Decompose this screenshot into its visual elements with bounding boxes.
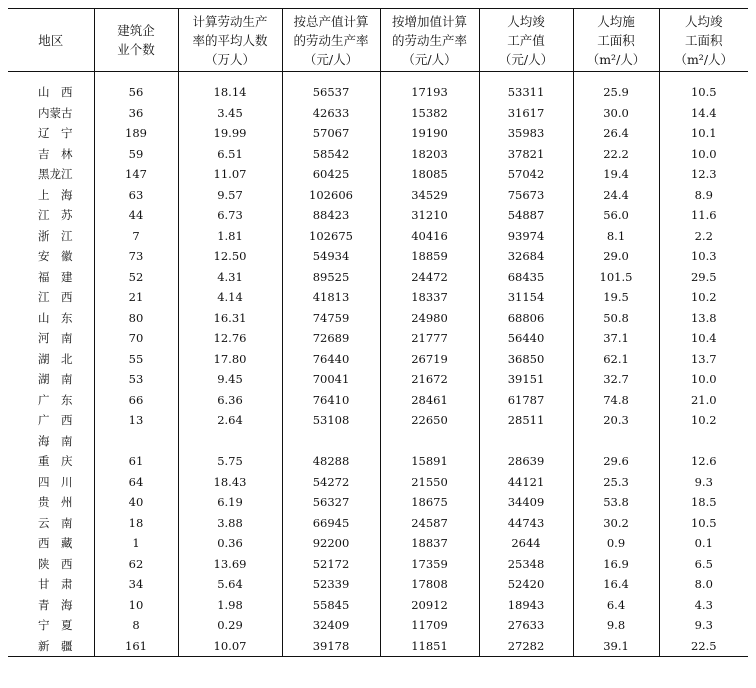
- region-cell: 黑龙江: [38, 167, 73, 182]
- statistics-table-container: [8, 8, 748, 657]
- productivity-added-cell: 24472: [380, 267, 479, 288]
- enterprise-count-cell: 55: [94, 349, 178, 370]
- construction-area-cell: 19.4: [573, 164, 659, 185]
- productivity-added-cell: 24587: [380, 513, 479, 534]
- productivity-gross-cell: 72689: [282, 328, 380, 349]
- header-line: （元/人）: [402, 51, 457, 67]
- output-per-capita-cell: 68435: [479, 267, 573, 288]
- avg-workers-cell: 6.19: [178, 492, 282, 513]
- region-cell: 安 徽: [38, 249, 73, 264]
- output-per-capita-cell: [479, 431, 573, 452]
- enterprise-count-cell: 62: [94, 554, 178, 575]
- enterprise-count-cell: 36: [94, 103, 178, 124]
- productivity-added-cell: 21777: [380, 328, 479, 349]
- region-cell: 浙 江: [38, 228, 73, 243]
- enterprise-count-cell: 44: [94, 205, 178, 226]
- header-construction-area-per-capita: [573, 9, 659, 72]
- table-row: [8, 164, 748, 185]
- avg-workers-cell: 0.36: [178, 533, 282, 554]
- region-cell: 内蒙古: [38, 105, 73, 120]
- header-line: 业个数: [117, 42, 155, 57]
- header-line: 人均竣: [507, 13, 545, 29]
- header-line: 工产值: [507, 32, 545, 48]
- table-row: [8, 431, 748, 452]
- construction-area-cell: 8.1: [573, 226, 659, 247]
- productivity-added-cell: 21672: [380, 369, 479, 390]
- enterprise-count-cell: 10: [94, 595, 178, 616]
- avg-workers-cell: 10.07: [178, 636, 282, 657]
- productivity-gross-cell: 52172: [282, 554, 380, 575]
- construction-area-cell: 30.2: [573, 513, 659, 534]
- completed-area-cell: 10.2: [659, 410, 748, 431]
- table-row: [8, 267, 748, 288]
- output-per-capita-cell: 27282: [479, 636, 573, 657]
- table-row: [8, 472, 748, 493]
- region-cell: 西 藏: [38, 536, 73, 551]
- productivity-added-cell: 18203: [380, 144, 479, 165]
- table-header: [8, 9, 748, 72]
- productivity-added-cell: 18337: [380, 287, 479, 308]
- table-row: [8, 72, 748, 103]
- productivity-added-cell: 40416: [380, 226, 479, 247]
- region-cell: 山 东: [38, 310, 73, 325]
- header-line: （元/人）: [303, 51, 359, 67]
- enterprise-count-cell: 7: [94, 226, 178, 247]
- avg-workers-cell: 0.29: [178, 615, 282, 636]
- construction-area-cell: 37.1: [573, 328, 659, 349]
- output-per-capita-cell: 52420: [479, 574, 573, 595]
- table-row: [8, 287, 748, 308]
- enterprise-count-cell: 18: [94, 513, 178, 534]
- output-per-capita-cell: 28511: [479, 410, 573, 431]
- avg-workers-cell: 2.64: [178, 410, 282, 431]
- region-cell: 四 川: [38, 474, 73, 489]
- header-line: 工面积: [684, 32, 723, 48]
- completed-area-cell: 8.9: [659, 185, 748, 206]
- avg-workers-cell: 18.43: [178, 472, 282, 493]
- completed-area-cell: 2.2: [659, 226, 748, 247]
- output-per-capita-cell: 27633: [479, 615, 573, 636]
- header-line: 的劳动生产率: [391, 32, 467, 48]
- completed-area-cell: 13.8: [659, 308, 748, 329]
- table-row: [8, 451, 748, 472]
- table-row: [8, 615, 748, 636]
- avg-workers-cell: 12.76: [178, 328, 282, 349]
- header-line: （元/人）: [498, 51, 554, 67]
- output-per-capita-cell: 54887: [479, 205, 573, 226]
- productivity-gross-cell: 70041: [282, 369, 380, 390]
- output-per-capita-cell: 68806: [479, 308, 573, 329]
- table-row: [8, 554, 748, 575]
- region-cell: 宁 夏: [38, 618, 73, 633]
- table-row: [8, 513, 748, 534]
- table-row: [8, 328, 748, 349]
- output-per-capita-cell: 37821: [479, 144, 573, 165]
- productivity-gross-cell: 74759: [282, 308, 380, 329]
- avg-workers-cell: 3.45: [178, 103, 282, 124]
- table-row: [8, 144, 748, 165]
- table-row: [8, 636, 748, 657]
- table-row: [8, 185, 748, 206]
- construction-area-cell: 0.9: [573, 533, 659, 554]
- region-cell: 青 海: [38, 597, 73, 612]
- productivity-gross-cell: 41813: [282, 287, 380, 308]
- header-line: 工面积: [597, 32, 635, 48]
- output-per-capita-cell: 2644: [479, 533, 573, 554]
- enterprise-count-cell: [94, 431, 178, 452]
- productivity-added-cell: 17808: [380, 574, 479, 595]
- output-per-capita-cell: 61787: [479, 390, 573, 411]
- header-completed-area-per-capita: [659, 9, 748, 72]
- avg-workers-cell: [178, 431, 282, 452]
- productivity-added-cell: 18859: [380, 246, 479, 267]
- region-cell: 广 东: [38, 392, 73, 407]
- region-cell: 辽 宁: [38, 126, 73, 141]
- header-line: 按增加值计算: [391, 13, 467, 29]
- header-productivity-gross: [282, 9, 380, 72]
- table-row: [8, 390, 748, 411]
- header-line: （m²/人）: [586, 51, 646, 67]
- productivity-gross-cell: 76440: [282, 349, 380, 370]
- completed-area-cell: 10.3: [659, 246, 748, 267]
- region-cell: 海 南: [38, 433, 73, 448]
- completed-area-cell: 4.3: [659, 595, 748, 616]
- region-cell: 甘 肃: [38, 577, 73, 592]
- productivity-added-cell: 11851: [380, 636, 479, 657]
- productivity-gross-cell: [282, 431, 380, 452]
- output-per-capita-cell: 34409: [479, 492, 573, 513]
- enterprise-count-cell: 59: [94, 144, 178, 165]
- productivity-added-cell: 22650: [380, 410, 479, 431]
- completed-area-cell: [659, 431, 748, 452]
- region-cell: 吉 林: [38, 146, 73, 161]
- construction-area-cell: 32.7: [573, 369, 659, 390]
- avg-workers-cell: 16.31: [178, 308, 282, 329]
- enterprise-count-cell: 80: [94, 308, 178, 329]
- productivity-added-cell: 17359: [380, 554, 479, 575]
- output-per-capita-cell: 93974: [479, 226, 573, 247]
- construction-area-cell: 16.9: [573, 554, 659, 575]
- productivity-added-cell: 19190: [380, 123, 479, 144]
- avg-workers-cell: 4.14: [178, 287, 282, 308]
- completed-area-cell: 14.4: [659, 103, 748, 124]
- enterprise-count-cell: 40: [94, 492, 178, 513]
- table-row: [8, 123, 748, 144]
- productivity-added-cell: 24980: [380, 308, 479, 329]
- construction-area-cell: 29.0: [573, 246, 659, 267]
- region-cell: 江 西: [38, 290, 73, 305]
- completed-area-cell: 10.5: [659, 513, 748, 534]
- header-line: （m²/人）: [674, 51, 734, 67]
- construction-area-cell: 25.9: [573, 72, 659, 103]
- construction-area-cell: 6.4: [573, 595, 659, 616]
- output-per-capita-cell: 44121: [479, 472, 573, 493]
- avg-workers-cell: 5.75: [178, 451, 282, 472]
- enterprise-count-cell: 1: [94, 533, 178, 554]
- productivity-added-cell: 26719: [380, 349, 479, 370]
- productivity-gross-cell: 54934: [282, 246, 380, 267]
- completed-area-cell: 6.5: [659, 554, 748, 575]
- avg-workers-cell: 18.14: [178, 72, 282, 103]
- productivity-gross-cell: 52339: [282, 574, 380, 595]
- region-cell: 云 南: [38, 515, 73, 530]
- construction-area-cell: 39.1: [573, 636, 659, 657]
- productivity-gross-cell: 32409: [282, 615, 380, 636]
- enterprise-count-cell: 147: [94, 164, 178, 185]
- table-row: [8, 492, 748, 513]
- productivity-gross-cell: 48288: [282, 451, 380, 472]
- table-row: [8, 410, 748, 431]
- productivity-gross-cell: 92200: [282, 533, 380, 554]
- header-row: [8, 9, 748, 72]
- construction-area-cell: [573, 431, 659, 452]
- header-line: 人均竣: [684, 13, 723, 29]
- enterprise-count-cell: 64: [94, 472, 178, 493]
- construction-area-cell: 53.8: [573, 492, 659, 513]
- header-line: 计算劳动生产: [192, 13, 268, 29]
- completed-area-cell: 10.1: [659, 123, 748, 144]
- region-cell: 贵 州: [38, 495, 73, 510]
- construction-area-cell: 22.2: [573, 144, 659, 165]
- avg-workers-cell: 1.98: [178, 595, 282, 616]
- completed-area-cell: 29.5: [659, 267, 748, 288]
- completed-area-cell: 12.6: [659, 451, 748, 472]
- avg-workers-cell: 12.50: [178, 246, 282, 267]
- productivity-gross-cell: 102675: [282, 226, 380, 247]
- avg-workers-cell: 9.45: [178, 369, 282, 390]
- enterprise-count-cell: 56: [94, 72, 178, 103]
- table-row: [8, 533, 748, 554]
- enterprise-count-cell: 13: [94, 410, 178, 431]
- avg-workers-cell: 3.88: [178, 513, 282, 534]
- enterprise-count-cell: 53: [94, 369, 178, 390]
- productivity-added-cell: 21550: [380, 472, 479, 493]
- output-per-capita-cell: 53311: [479, 72, 573, 103]
- avg-workers-cell: 4.31: [178, 267, 282, 288]
- construction-area-cell: 26.4: [573, 123, 659, 144]
- productivity-gross-cell: 54272: [282, 472, 380, 493]
- output-per-capita-cell: 57042: [479, 164, 573, 185]
- enterprise-count-cell: 70: [94, 328, 178, 349]
- construction-area-cell: 101.5: [573, 267, 659, 288]
- avg-workers-cell: 13.69: [178, 554, 282, 575]
- avg-workers-cell: 19.99: [178, 123, 282, 144]
- construction-area-cell: 25.3: [573, 472, 659, 493]
- header-line: （万人）: [204, 51, 255, 67]
- output-per-capita-cell: 25348: [479, 554, 573, 575]
- productivity-added-cell: 31210: [380, 205, 479, 226]
- completed-area-cell: 10.0: [659, 369, 748, 390]
- completed-area-cell: 18.5: [659, 492, 748, 513]
- output-per-capita-cell: 31617: [479, 103, 573, 124]
- table-row: [8, 246, 748, 267]
- construction-area-cell: 50.8: [573, 308, 659, 329]
- productivity-added-cell: 17193: [380, 72, 479, 103]
- enterprise-count-cell: 73: [94, 246, 178, 267]
- table-row: [8, 369, 748, 390]
- output-per-capita-cell: 39151: [479, 369, 573, 390]
- construction-area-cell: 29.6: [573, 451, 659, 472]
- productivity-gross-cell: 102606: [282, 185, 380, 206]
- construction-area-cell: 56.0: [573, 205, 659, 226]
- table-row: [8, 574, 748, 595]
- completed-area-cell: 12.3: [659, 164, 748, 185]
- header-line: 建筑企: [117, 23, 155, 38]
- productivity-gross-cell: 88423: [282, 205, 380, 226]
- completed-area-cell: 13.7: [659, 349, 748, 370]
- output-per-capita-cell: 56440: [479, 328, 573, 349]
- output-per-capita-cell: 18943: [479, 595, 573, 616]
- table-row: [8, 349, 748, 370]
- productivity-gross-cell: 55845: [282, 595, 380, 616]
- productivity-gross-cell: 56327: [282, 492, 380, 513]
- region-cell: 福 建: [38, 269, 73, 284]
- header-line: 按总产值计算: [293, 13, 369, 29]
- output-per-capita-cell: 36850: [479, 349, 573, 370]
- header-enterprise-count: [94, 9, 178, 72]
- productivity-gross-cell: 56537: [282, 72, 380, 103]
- productivity-added-cell: 20912: [380, 595, 479, 616]
- output-per-capita-cell: 35983: [479, 123, 573, 144]
- productivity-gross-cell: 66945: [282, 513, 380, 534]
- enterprise-count-cell: 52: [94, 267, 178, 288]
- completed-area-cell: 11.6: [659, 205, 748, 226]
- output-per-capita-cell: 32684: [479, 246, 573, 267]
- completed-area-cell: 10.4: [659, 328, 748, 349]
- header-avg-workers: [178, 9, 282, 72]
- productivity-gross-cell: 57067: [282, 123, 380, 144]
- enterprise-count-cell: 21: [94, 287, 178, 308]
- productivity-added-cell: 18085: [380, 164, 479, 185]
- region-cell: 江 苏: [38, 208, 73, 223]
- header-productivity-added: [380, 9, 479, 72]
- productivity-added-cell: 18837: [380, 533, 479, 554]
- productivity-added-cell: 15382: [380, 103, 479, 124]
- region-cell: 新 疆: [38, 638, 73, 653]
- output-per-capita-cell: 31154: [479, 287, 573, 308]
- productivity-gross-cell: 58542: [282, 144, 380, 165]
- header-line: 的劳动生产率: [293, 32, 369, 48]
- construction-area-cell: 74.8: [573, 390, 659, 411]
- output-per-capita-cell: 44743: [479, 513, 573, 534]
- productivity-added-cell: 18675: [380, 492, 479, 513]
- avg-workers-cell: 6.51: [178, 144, 282, 165]
- construction-labor-productivity-table: [8, 8, 748, 657]
- header-line: 人均施: [597, 13, 635, 29]
- table-row: [8, 226, 748, 247]
- productivity-added-cell: 34529: [380, 185, 479, 206]
- enterprise-count-cell: 189: [94, 123, 178, 144]
- avg-workers-cell: 6.36: [178, 390, 282, 411]
- region-cell: 湖 北: [38, 351, 73, 366]
- avg-workers-cell: 17.80: [178, 349, 282, 370]
- productivity-gross-cell: 53108: [282, 410, 380, 431]
- construction-area-cell: 19.5: [573, 287, 659, 308]
- table-row: [8, 308, 748, 329]
- construction-area-cell: 30.0: [573, 103, 659, 124]
- construction-area-cell: 9.8: [573, 615, 659, 636]
- header-line: 率的平均人数: [192, 32, 268, 48]
- table-row: [8, 205, 748, 226]
- header-output-per-capita: [479, 9, 573, 72]
- completed-area-cell: 22.5: [659, 636, 748, 657]
- productivity-gross-cell: 60425: [282, 164, 380, 185]
- avg-workers-cell: 9.57: [178, 185, 282, 206]
- productivity-gross-cell: 89525: [282, 267, 380, 288]
- productivity-added-cell: [380, 431, 479, 452]
- completed-area-cell: 9.3: [659, 472, 748, 493]
- enterprise-count-cell: 8: [94, 615, 178, 636]
- productivity-added-cell: 15891: [380, 451, 479, 472]
- region-cell: 上 海: [38, 187, 73, 202]
- completed-area-cell: 8.0: [659, 574, 748, 595]
- productivity-added-cell: 28461: [380, 390, 479, 411]
- productivity-added-cell: 11709: [380, 615, 479, 636]
- table-row: [8, 103, 748, 124]
- table-body: [8, 72, 748, 657]
- enterprise-count-cell: 34: [94, 574, 178, 595]
- productivity-gross-cell: 76410: [282, 390, 380, 411]
- region-cell: 山 西: [38, 85, 73, 100]
- completed-area-cell: 0.1: [659, 533, 748, 554]
- region-cell: 陕 西: [38, 556, 73, 571]
- completed-area-cell: 9.3: [659, 615, 748, 636]
- output-per-capita-cell: 28639: [479, 451, 573, 472]
- enterprise-count-cell: 63: [94, 185, 178, 206]
- productivity-gross-cell: 39178: [282, 636, 380, 657]
- output-per-capita-cell: 75673: [479, 185, 573, 206]
- construction-area-cell: 62.1: [573, 349, 659, 370]
- enterprise-count-cell: 161: [94, 636, 178, 657]
- productivity-gross-cell: 42633: [282, 103, 380, 124]
- region-cell: 广 西: [38, 413, 73, 428]
- completed-area-cell: 21.0: [659, 390, 748, 411]
- table-row: [8, 595, 748, 616]
- construction-area-cell: 24.4: [573, 185, 659, 206]
- completed-area-cell: 10.5: [659, 72, 748, 103]
- enterprise-count-cell: 61: [94, 451, 178, 472]
- avg-workers-cell: 1.81: [178, 226, 282, 247]
- region-cell: 重 庆: [38, 454, 73, 469]
- region-cell: 河 南: [38, 331, 73, 346]
- enterprise-count-cell: 66: [94, 390, 178, 411]
- completed-area-cell: 10.0: [659, 144, 748, 165]
- avg-workers-cell: 6.73: [178, 205, 282, 226]
- completed-area-cell: 10.2: [659, 287, 748, 308]
- avg-workers-cell: 11.07: [178, 164, 282, 185]
- construction-area-cell: 16.4: [573, 574, 659, 595]
- header-region: [8, 9, 94, 72]
- construction-area-cell: 20.3: [573, 410, 659, 431]
- header-line: 地区: [38, 32, 64, 48]
- avg-workers-cell: 5.64: [178, 574, 282, 595]
- region-cell: 湖 南: [38, 372, 73, 387]
